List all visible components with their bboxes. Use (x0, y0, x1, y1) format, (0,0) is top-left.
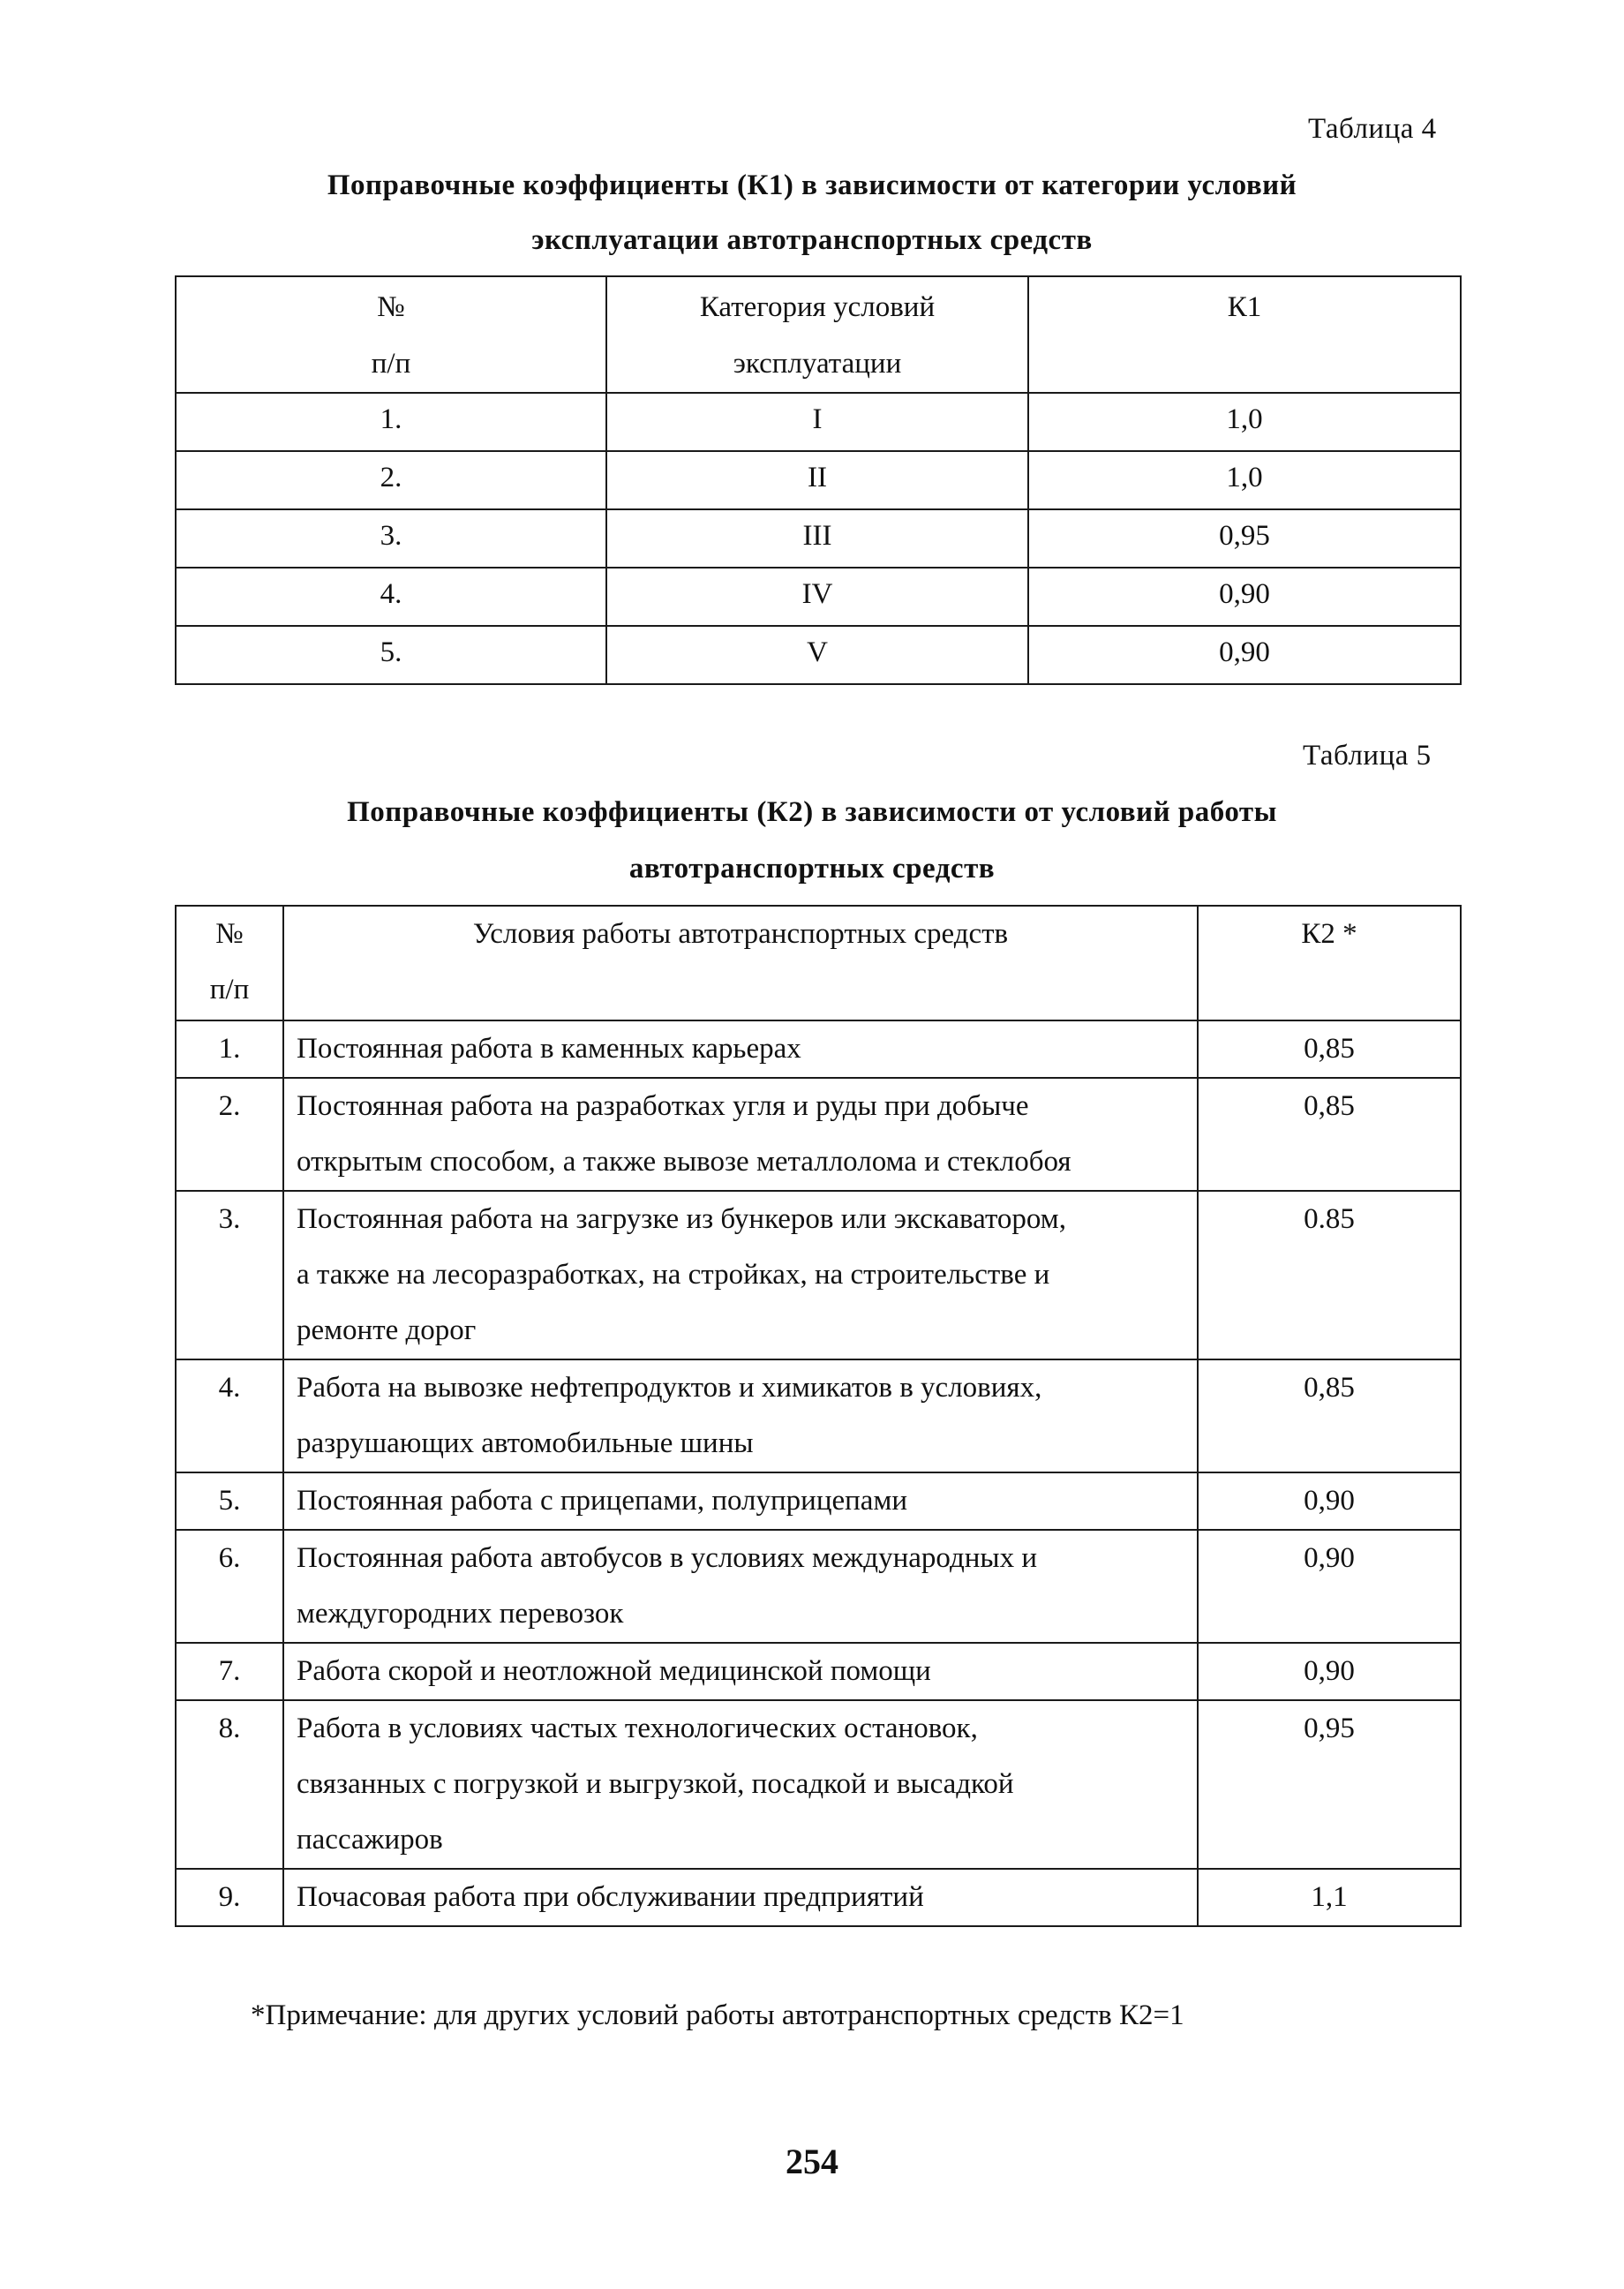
row-num: 3. (176, 1191, 283, 1359)
row-k2: 0,85 (1198, 1078, 1461, 1191)
row-k1: 1,0 (1028, 451, 1461, 509)
table-4-header-k1: К1 (1028, 276, 1461, 393)
table-row (176, 1530, 1461, 1643)
row-conditions (283, 1643, 1198, 1700)
row-text-line: междугородних перевозок (297, 1598, 624, 1630)
row-num: 6. (176, 1530, 283, 1643)
row-conditions (283, 1078, 1198, 1191)
table-row (176, 1191, 1461, 1359)
table-row (176, 509, 1461, 568)
table-row (176, 1869, 1461, 1926)
table-4-header-row (176, 276, 1461, 393)
row-text-line: Постоянная работа автобусов в условиях международных и (297, 1542, 1037, 1574)
row-num: 4. (176, 1359, 283, 1472)
header-num-line-1: № (215, 918, 244, 950)
row-conditions (283, 1359, 1198, 1472)
table-4-caption-line-2: эксплуатации автотранспортных средств (531, 224, 1093, 256)
header-num-line-2: п/п (371, 348, 411, 380)
table-row (176, 1020, 1461, 1078)
row-text-line: связанных с погрузкой и выгрузкой, посадкой и высадкой (297, 1768, 1014, 1800)
table-row (176, 626, 1461, 684)
row-text-line: Работа скорой и неотложной медицинской помощи (297, 1655, 931, 1687)
row-conditions (283, 1020, 1198, 1078)
row-k2: 0,90 (1198, 1643, 1461, 1700)
table-4-label: Таблица 4 (1308, 113, 1437, 145)
row-category: I (606, 393, 1028, 451)
table-5 (175, 905, 1462, 1927)
row-text-line: Работа в условиях частых технологических остановок, (297, 1713, 978, 1744)
row-category: II (606, 451, 1028, 509)
table-row (176, 1359, 1461, 1472)
table-4-header-num (176, 276, 606, 393)
header-category-line-1: Категория условий (699, 291, 936, 323)
row-num: 5. (176, 626, 606, 684)
page-number: 254 (786, 2142, 838, 2181)
row-k1: 0,90 (1028, 626, 1461, 684)
row-text-line: Постоянная работа на загрузке из бункеров или экскаватором, (297, 1203, 1066, 1235)
row-k2: 0,85 (1198, 1020, 1461, 1078)
row-category: IV (606, 568, 1028, 626)
table-row (176, 1472, 1461, 1530)
row-text-line: Почасовая работа при обслуживании предприятий (297, 1881, 924, 1913)
row-k1: 0,95 (1028, 509, 1461, 568)
table-row (176, 1078, 1461, 1191)
header-num-line-1: № (377, 291, 405, 323)
row-text-line: пассажиров (297, 1824, 443, 1856)
row-k2: 0,90 (1198, 1530, 1461, 1643)
row-num: 9. (176, 1869, 283, 1926)
row-num: 4. (176, 568, 606, 626)
row-num: 5. (176, 1472, 283, 1530)
row-num: 2. (176, 1078, 283, 1191)
table-4-header-category (606, 276, 1028, 393)
row-num: 3. (176, 509, 606, 568)
row-num: 1. (176, 1020, 283, 1078)
table-row (176, 451, 1461, 509)
table-row (176, 1643, 1461, 1700)
row-text-line: открытым способом, а также вывозе металлолома и стеклобоя (297, 1146, 1071, 1178)
table-row (176, 568, 1461, 626)
row-conditions (283, 1191, 1198, 1359)
row-k1: 0,90 (1028, 568, 1461, 626)
row-k1: 1,0 (1028, 393, 1461, 451)
row-num: 1. (176, 393, 606, 451)
row-text-line: Работа на вывозке нефтепродуктов и химикатов в условиях, (297, 1372, 1042, 1404)
row-k2: 1,1 (1198, 1869, 1461, 1926)
row-text-line: а также на лесоразработках, на стройках, на строительстве и (297, 1259, 1050, 1291)
table-5-header-num (176, 906, 283, 1020)
table-5-label: Таблица 5 (1303, 740, 1432, 772)
header-category-line-2: эксплуатации (733, 348, 902, 380)
row-conditions (283, 1530, 1198, 1643)
row-text-line: ремонте дорог (297, 1314, 477, 1346)
row-category: III (606, 509, 1028, 568)
row-num: 8. (176, 1700, 283, 1869)
table-row (176, 1700, 1461, 1869)
table-5-header-row (176, 906, 1461, 1020)
row-conditions (283, 1472, 1198, 1530)
footnote: *Примечание: для других условий работы автотранспортных средств К2=1 (251, 1999, 1184, 2031)
table-row (176, 393, 1461, 451)
row-text-line: Постоянная работа на разработках угля и руды при добыче (297, 1090, 1029, 1122)
row-category: V (606, 626, 1028, 684)
row-k2: 0,85 (1198, 1359, 1461, 1472)
table-5-caption-line-1: Поправочные коэффициенты (К2) в зависимости от условий работы (347, 796, 1277, 828)
header-num-line-2: п/п (209, 974, 250, 1005)
row-num: 7. (176, 1643, 283, 1700)
row-text-line: Постоянная работа в каменных карьерах (297, 1033, 801, 1065)
row-conditions (283, 1869, 1198, 1926)
table-5-caption-line-2: автотранспортных средств (628, 853, 996, 885)
row-k2: 0.85 (1198, 1191, 1461, 1359)
row-conditions (283, 1700, 1198, 1869)
table-4-caption-line-1: Поправочные коэффициенты (К1) в зависимости от категории условий (327, 169, 1297, 201)
table-5-header-k2: К2 * (1198, 906, 1461, 1020)
row-text-line: Постоянная работа с прицепами, полуприцепами (297, 1485, 908, 1517)
table-4 (175, 275, 1462, 685)
row-text-line: разрушающих автомобильные шины (297, 1427, 754, 1459)
table-5-header-conditions: Условия работы автотранспортных средств (283, 906, 1198, 1020)
row-k2: 0,90 (1198, 1472, 1461, 1530)
row-num: 2. (176, 451, 606, 509)
row-k2: 0,95 (1198, 1700, 1461, 1869)
